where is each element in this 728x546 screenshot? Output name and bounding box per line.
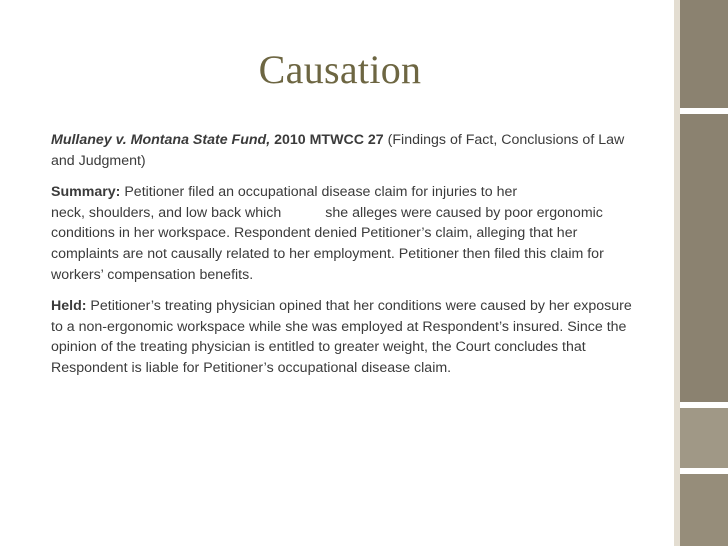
- side-bar-bottom: [680, 474, 728, 546]
- case-name: Mullaney v. Montana State Fund,: [51, 132, 271, 148]
- case-reference: [51, 130, 641, 171]
- case-description: (Findings of Fact, Conclusions of Law and Judgment): [51, 132, 625, 169]
- summary-paragraph: [51, 182, 641, 285]
- held-label: Held:: [51, 298, 87, 315]
- held-text: Petitioner’s treating physician opined that her conditions were caused by her exposure to a non-ergonomic workspace while she was employed at Respondent’s insured. Since the opinion of the treating physician is entitled to greater weight, the Court concludes that Respondent is liable for Petitioner’s occupational disease claim.: [51, 298, 632, 376]
- summary-text-c: she alleges were caused by poor ergonomic conditions in her workspace. Respondent denied Petitioner’s claim, alleging that her complaints are not causally related to her employment. Petitioner then filed this claim for workers’ compensation benefits.: [51, 204, 604, 283]
- side-bar-top: [680, 0, 728, 108]
- slide-title: Causation: [258, 47, 422, 92]
- held-paragraph: [51, 296, 641, 378]
- case-citation: 2010 MTWCC 27: [274, 132, 384, 148]
- summary-text-a: Petitioner filed an occupational disease claim for injuries to her: [124, 184, 518, 201]
- summary-text-b: neck, shoulders, and low back which: [51, 204, 282, 221]
- side-bar-lower: [680, 408, 728, 468]
- slide-body: [51, 130, 641, 390]
- side-bar-middle: [680, 114, 728, 402]
- summary-label: Summary:: [51, 184, 121, 201]
